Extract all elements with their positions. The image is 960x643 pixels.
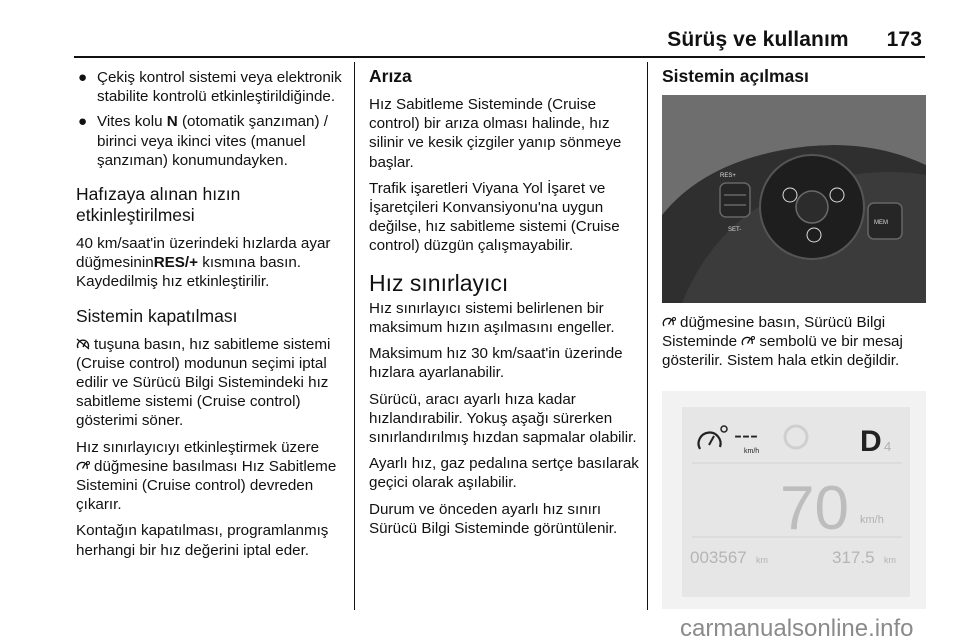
speed-limiter-icon xyxy=(741,335,755,347)
instrument-cluster-display xyxy=(662,391,926,609)
section-heading-fault: Arıza xyxy=(369,66,412,86)
page-number: 173 xyxy=(886,28,922,51)
speed-limiter-icon xyxy=(662,316,676,328)
cluster-odometer-unit: km xyxy=(756,554,768,565)
page-title: Sürüş ve kullanım xyxy=(667,28,849,51)
cruise-off-icon xyxy=(76,338,90,350)
cluster-gear: D xyxy=(860,424,882,458)
paragraph-deactivate: Hız sınırlayıcıyı etkinleştirmek üzere düğmesine basılması Hız Sabitleme Sistemini (Cruise control) devreden çıkarır. xyxy=(76,438,337,514)
cluster-gear-number: 4 xyxy=(884,438,892,454)
list-item: ● Vites kolu N (otomatik şanzıman) / birinci veya ikinci vites (manuel şanzıman) konumundayken. xyxy=(78,113,329,169)
cluster-speed: 70 xyxy=(780,473,849,543)
paragraph-display: Durum ve önceden ayarlı hız sınırı Sürücü Bilgi Sisteminde görüntülenir. xyxy=(369,500,618,537)
column-divider xyxy=(647,62,648,610)
section-heading-on: Sistemin açılması xyxy=(662,66,809,86)
section-heading-off: Sistemin kapatılması xyxy=(76,305,238,326)
column-1 xyxy=(76,66,346,567)
set-label: SET- xyxy=(728,227,742,233)
paragraph-off: tuşuna basın, hız sabitleme sistemi (Cruise control) modunun seçimi iptal edilir ve Sürücü Bilgi Sistemindeki hız sabitleme sistemi (Cruise control) gösterimi söner. xyxy=(76,335,331,430)
cluster-trip: 317.5 xyxy=(832,547,875,567)
steering-wheel-photo xyxy=(662,95,926,303)
paragraph-activate: düğmesine basın, Sürücü Bilgi Sisteminde sembolü ve bir mesaj gösterilir. Sistem hala etkin değildir. xyxy=(662,314,903,370)
cluster-trip-unit: km xyxy=(884,554,896,565)
column-divider xyxy=(354,62,355,610)
cluster-dash-unit: km/h xyxy=(744,447,760,455)
section-heading-limiter: Hız sınırlayıcı xyxy=(369,269,509,296)
cluster-odometer: 003567 xyxy=(690,547,747,567)
paragraph-accelerate: Sürücü, aracı ayarlı hıza kadar hızlandırabilir. Yokuş aşağı sürerken sınırlandırılmış hızdan sapmalar olabilir. xyxy=(369,390,637,447)
condition-list xyxy=(76,68,346,170)
list-item: ● Çekiş kontrol sistemi veya elektronik stabilite kontrolü etkinleştirildiğinde. xyxy=(78,69,342,106)
paragraph-max-speed: Maksimum hız 30 km/saat'in üzerinde hızlara ayarlanabilir. xyxy=(369,345,623,382)
page-header xyxy=(667,28,922,52)
header-rule xyxy=(74,56,925,58)
paragraph-exceed: Ayarlı hız, gaz pedalına sertçe basılarak geçici olarak aşılabilir. xyxy=(369,455,639,492)
watermark: carmanualsonline.info xyxy=(680,615,914,642)
paragraph-fault: Hız Sabitleme Sisteminde (Cruise control) bir arıza olması halinde, hız silinir ve kesik çizgiler yanıp sönmeye başlar. xyxy=(369,96,622,171)
section-heading-memory: Hafızaya alınan hızın etkinleştirilmesi xyxy=(76,184,241,226)
paragraph-traffic: Trafik işaretleri Viyana Yol İşaret ve İşaretçileri Konvansiyonu'na uygun değilse, hız sabitleme sistemi (Cruise control) düzgün çalışmayabilir. xyxy=(369,179,620,255)
speed-limiter-icon xyxy=(76,460,90,472)
cluster-speed-unit: km/h xyxy=(860,513,884,526)
res-label: RES+ xyxy=(720,173,736,179)
paragraph-memory: 40 km/saat'in üzerindeki hızlarda ayar düğmesininRES/+ kısmına basın. Kaydedilmiş hız etkinleştirilir. xyxy=(76,235,331,291)
column-2 xyxy=(369,66,639,545)
column-3 xyxy=(662,66,932,609)
paragraph-limiter: Hız sınırlayıcı sistemi belirlenen bir maksimum hızın aşılmasını engeller. xyxy=(369,299,615,337)
cluster-dashes: --- xyxy=(734,421,758,449)
paragraph-ignition: Kontağın kapatılması, programlanmış herhangi bir hız değerini iptal eder. xyxy=(76,522,329,559)
mem-label: MEM xyxy=(874,220,888,226)
